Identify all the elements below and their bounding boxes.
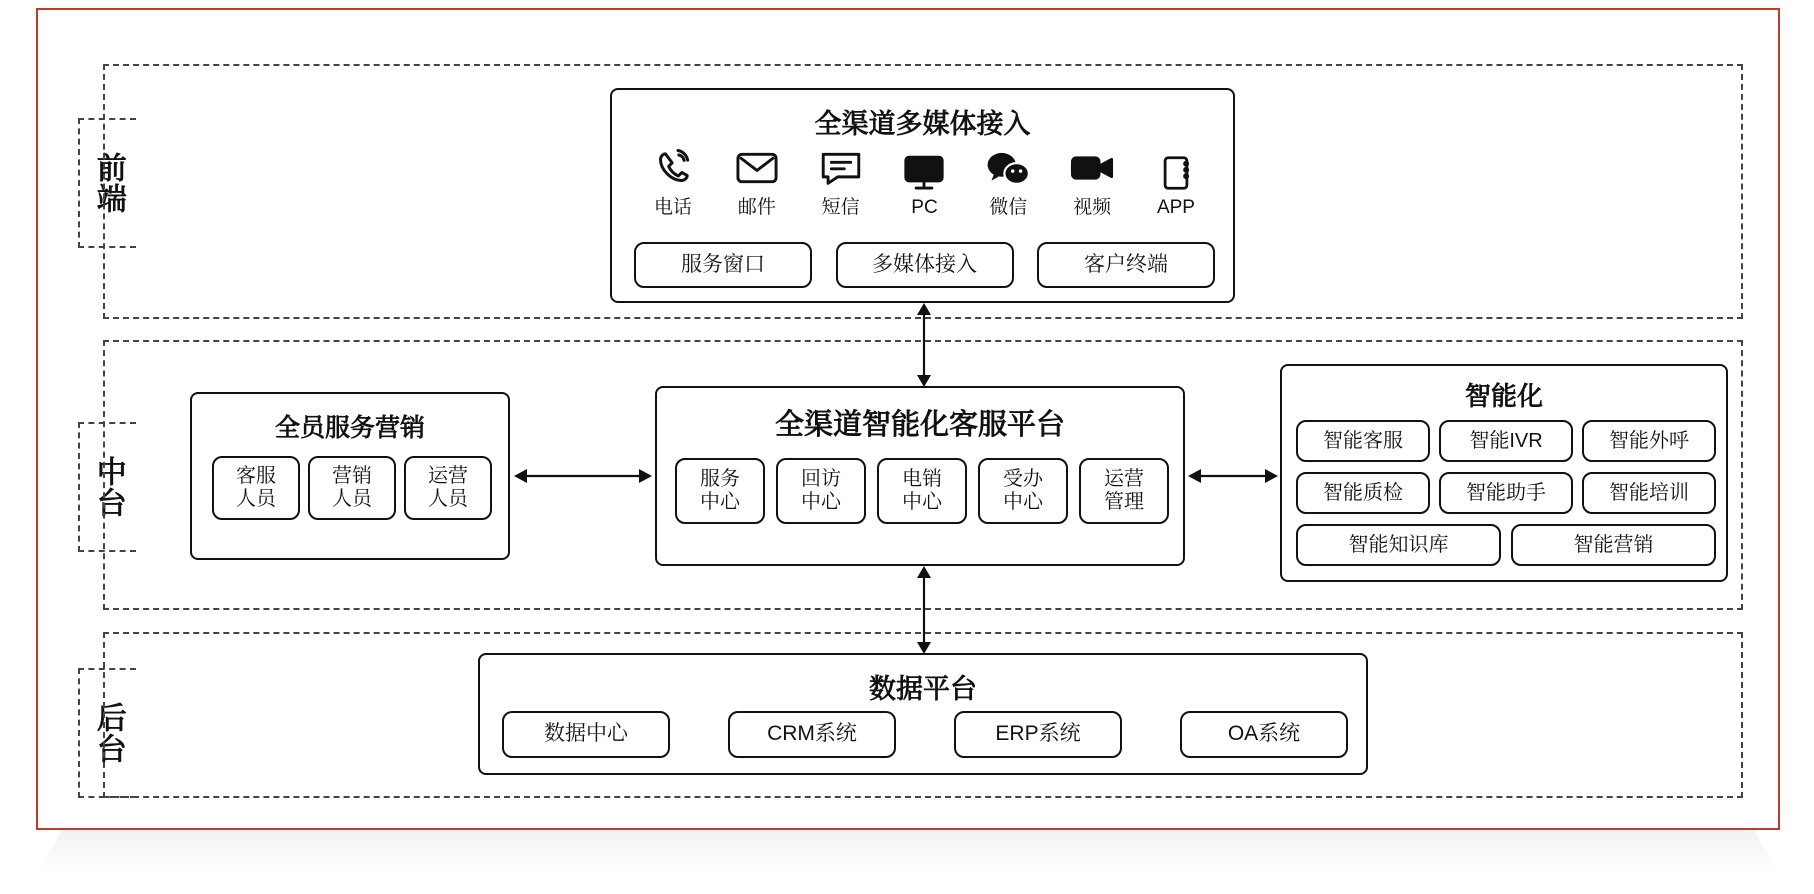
intel-pill-smart-training[interactable]: 智能培训	[1582, 472, 1716, 514]
all-staff-service-card	[190, 392, 510, 560]
mail-icon	[736, 146, 778, 190]
channel-wechat[interactable]	[971, 146, 1045, 219]
channel-sms[interactable]	[804, 146, 878, 219]
channel-phone-label: 电话	[653, 197, 692, 218]
data-pill-data-center[interactable]: 数据中心	[502, 711, 670, 758]
intelligence-row-1	[1296, 420, 1716, 462]
row-label-frontend-text: 前端	[91, 152, 125, 214]
intel-pill-smart-outbound[interactable]: 智能外呼	[1582, 420, 1716, 462]
row-label-middle-text: 中台	[91, 456, 125, 518]
intel-pill-smart-marketing[interactable]: 智能营销	[1511, 524, 1716, 566]
frontend-pill-customer-terminal[interactable]: 客户终端	[1037, 242, 1215, 288]
frontend-pill-multimedia-access[interactable]: 多媒体接入	[836, 242, 1014, 288]
intel-pill-knowledge-base[interactable]: 智能知识库	[1296, 524, 1501, 566]
channel-wechat-label: 微信	[989, 197, 1028, 218]
wechat-icon	[986, 146, 1030, 190]
data-platform-card	[478, 653, 1368, 775]
platform-pill-acceptance-center[interactable]: 受办 中心	[978, 458, 1068, 524]
staff-pill-customer-service[interactable]: 客服 人员	[212, 456, 300, 520]
channel-app-label: APP	[1156, 197, 1195, 218]
video-icon	[1070, 146, 1114, 190]
channel-sms-label: 短信	[821, 197, 860, 218]
platform-pill-telesales-center[interactable]: 电销 中心	[877, 458, 967, 524]
row-label-backend-text: 后台	[91, 702, 125, 764]
platform-pill-operations-management[interactable]: 运营 管理	[1079, 458, 1169, 524]
channel-video[interactable]	[1055, 146, 1129, 219]
intel-pill-smart-ivr[interactable]: 智能IVR	[1439, 420, 1573, 462]
monitor-icon	[903, 151, 945, 195]
intel-pill-smart-qa[interactable]: 智能质检	[1296, 472, 1430, 514]
phone-icon	[653, 146, 693, 190]
platform-pill-row	[675, 458, 1169, 524]
app-icon	[1162, 151, 1190, 195]
channel-phone[interactable]	[636, 146, 710, 219]
data-platform-pill-row	[502, 711, 1348, 758]
intelligence-card	[1280, 364, 1728, 582]
data-platform-title: 数据平台	[869, 674, 977, 704]
channel-pc-label: PC	[911, 197, 938, 218]
staff-pill-marketing[interactable]: 营销 人员	[308, 456, 396, 520]
channel-app[interactable]	[1139, 151, 1213, 219]
frontend-title: 全渠道多媒体接入	[814, 109, 1031, 139]
data-pill-erp[interactable]: ERP系统	[954, 711, 1122, 758]
all-staff-pill-row	[212, 456, 492, 520]
frontend-pill-row	[634, 242, 1215, 288]
data-pill-oa[interactable]: OA系统	[1180, 711, 1348, 758]
bottom-shadow	[36, 830, 1780, 876]
intelligence-title: 智能化	[1464, 381, 1543, 411]
intelligence-grid	[1296, 420, 1716, 566]
intel-pill-smart-assistant[interactable]: 智能助手	[1439, 472, 1573, 514]
intel-pill-smart-service[interactable]: 智能客服	[1296, 420, 1430, 462]
channel-row	[636, 146, 1213, 219]
data-pill-crm[interactable]: CRM系统	[728, 711, 896, 758]
frontend-card	[610, 88, 1235, 303]
platform-title: 全渠道智能化客服平台	[774, 409, 1065, 441]
frontend-pill-service-window[interactable]: 服务窗口	[634, 242, 812, 288]
staff-pill-operations[interactable]: 运营 人员	[404, 456, 492, 520]
channel-mail[interactable]	[720, 146, 794, 219]
all-staff-service-title: 全员服务营销	[274, 414, 425, 442]
sms-icon	[820, 146, 862, 190]
arrow-left-center	[514, 464, 652, 488]
channel-pc[interactable]	[887, 151, 961, 219]
arrow-center-right	[1188, 464, 1278, 488]
platform-pill-callback-center[interactable]: 回访 中心	[776, 458, 866, 524]
channel-video-label: 视频	[1073, 197, 1112, 218]
intelligence-row-2	[1296, 472, 1716, 514]
platform-pill-service-center[interactable]: 服务 中心	[675, 458, 765, 524]
platform-card	[655, 386, 1185, 566]
channel-mail-label: 邮件	[737, 197, 776, 218]
intelligence-row-3	[1296, 524, 1716, 566]
